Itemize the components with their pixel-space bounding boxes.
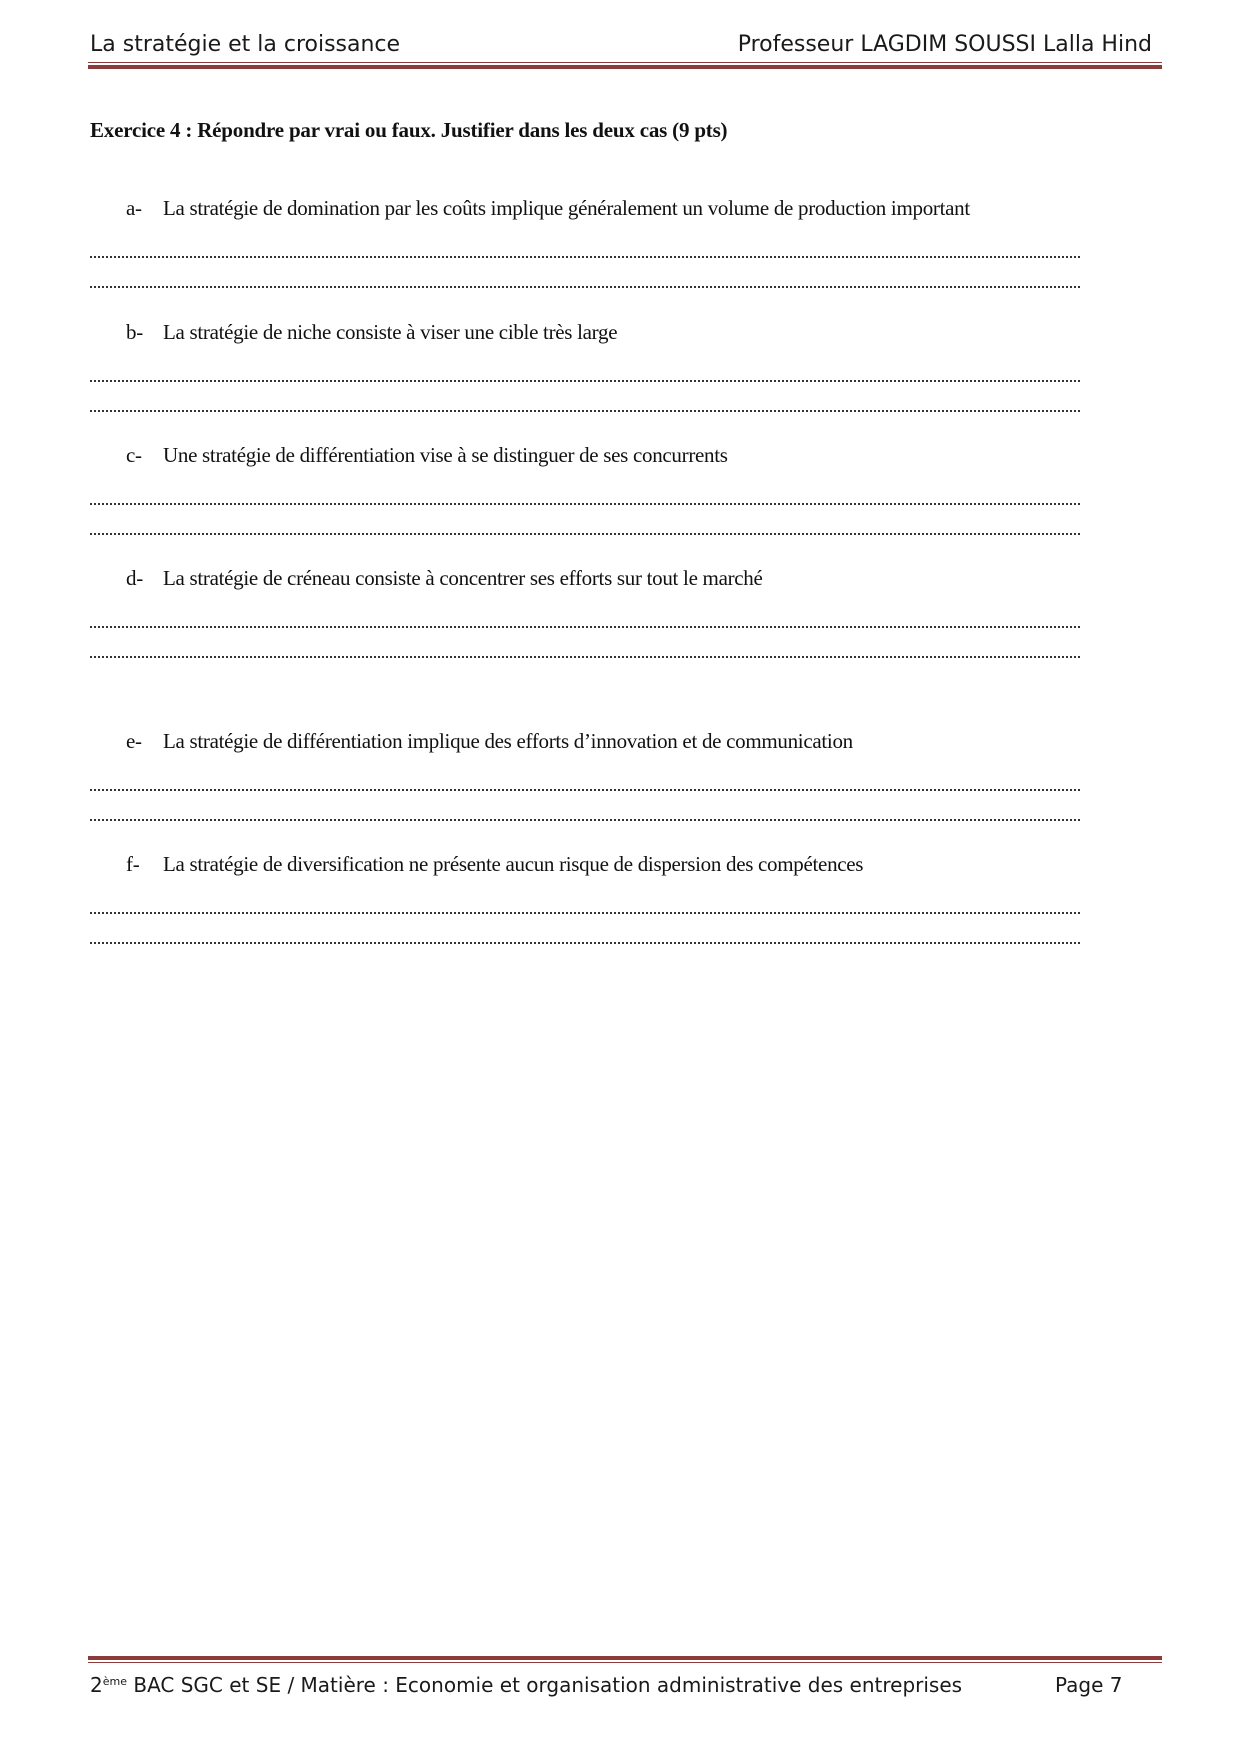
answer-line[interactable] bbox=[90, 360, 1080, 382]
question-statement bbox=[90, 320, 1080, 348]
answer-line[interactable] bbox=[90, 483, 1080, 505]
question-item-a bbox=[90, 196, 1080, 288]
answer-line[interactable] bbox=[90, 266, 1080, 288]
answer-line[interactable] bbox=[90, 513, 1080, 535]
footer-rule bbox=[88, 1656, 1162, 1660]
question-item-d bbox=[90, 566, 1080, 658]
answer-line[interactable] bbox=[90, 892, 1080, 914]
header-rule bbox=[88, 65, 1162, 69]
question-statement bbox=[90, 852, 1080, 880]
footer-rule-thin bbox=[88, 1662, 1162, 1663]
page-footer bbox=[90, 1673, 1160, 1697]
question-text: La stratégie de niche consiste à viser une cible très large bbox=[163, 320, 618, 344]
question-statement bbox=[90, 729, 1080, 757]
answer-line[interactable] bbox=[90, 769, 1080, 791]
question-letter: c- bbox=[126, 443, 142, 467]
question-statement bbox=[90, 566, 1080, 594]
footer-text: BAC SGC et SE / Matière : Economie et organisation administrative des entreprises bbox=[127, 1673, 963, 1697]
footer-level: 2 bbox=[90, 1673, 103, 1697]
header-title: La stratégie et la croissance bbox=[90, 32, 401, 57]
question-text: La stratégie de diversification ne présente aucun risque de dispersion des compétences bbox=[163, 852, 864, 876]
question-item-f bbox=[90, 852, 1080, 944]
question-letter: b- bbox=[126, 320, 143, 344]
page-number: Page 7 bbox=[1055, 1673, 1123, 1697]
question-text: Une stratégie de différentiation vise à se distinguer de ses concurrents bbox=[163, 443, 728, 467]
answer-line[interactable] bbox=[90, 606, 1080, 628]
answer-line[interactable] bbox=[90, 636, 1080, 658]
question-item-b bbox=[90, 320, 1080, 412]
answer-line[interactable] bbox=[90, 799, 1080, 821]
question-statement bbox=[90, 196, 1080, 224]
header-rule-thin bbox=[88, 62, 1162, 63]
question-statement bbox=[90, 443, 1080, 471]
page-header bbox=[90, 28, 1160, 62]
question-letter: a- bbox=[126, 196, 142, 220]
question-item-e bbox=[90, 729, 1080, 821]
header-author: Professeur LAGDIM SOUSSI Lalla Hind bbox=[737, 32, 1152, 57]
answer-line[interactable] bbox=[90, 390, 1080, 412]
footer-level-sup: ème bbox=[102, 1675, 127, 1688]
answer-line[interactable] bbox=[90, 236, 1080, 258]
question-letter: e- bbox=[126, 729, 142, 753]
question-letter: d- bbox=[126, 566, 143, 590]
exercise-title: Exercice 4 : Répondre par vrai ou faux. Justifier dans les deux cas (9 pts) bbox=[90, 118, 728, 142]
question-item-c bbox=[90, 443, 1080, 535]
question-text: La stratégie de différentiation implique des efforts d’innovation et de communication bbox=[163, 729, 853, 753]
question-letter: f- bbox=[126, 852, 140, 876]
question-text: La stratégie de domination par les coûts implique généralement un volume de production important bbox=[163, 196, 970, 220]
question-text: La stratégie de créneau consiste à concentrer ses efforts sur tout le marché bbox=[163, 566, 763, 590]
answer-line[interactable] bbox=[90, 922, 1080, 944]
